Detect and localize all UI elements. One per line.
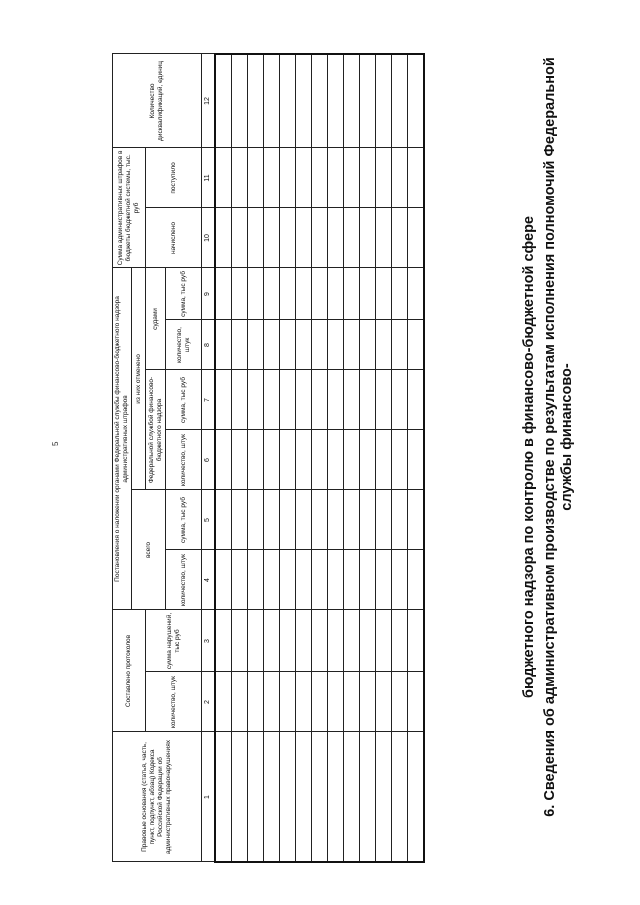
table-row [280, 54, 296, 862]
table-cell[interactable] [280, 208, 296, 268]
table-cell[interactable] [328, 610, 344, 672]
table-cell[interactable] [232, 490, 248, 550]
column-number: 10 [202, 208, 216, 268]
table-cell[interactable] [360, 370, 376, 430]
table-row [408, 54, 425, 862]
table-cell[interactable] [328, 148, 344, 208]
table-cell[interactable] [408, 54, 425, 148]
table-cell[interactable] [312, 732, 328, 862]
table-cell[interactable] [360, 430, 376, 490]
header-of-them-cancelled: из них отменено [132, 268, 146, 490]
column-number: 8 [202, 320, 216, 370]
table-cell[interactable] [360, 54, 376, 148]
table-cell[interactable] [392, 54, 408, 148]
table-cell[interactable] [312, 148, 328, 208]
table-cell[interactable] [408, 320, 425, 370]
table-cell[interactable] [312, 370, 328, 430]
table-cell[interactable] [408, 732, 425, 862]
table-row [264, 54, 280, 862]
table-cell[interactable] [408, 490, 425, 550]
header-fsfbn: Федеральной службой финансово-бюджетного надзора [146, 370, 166, 490]
table-cell[interactable] [215, 732, 232, 862]
table-cell[interactable] [392, 208, 408, 268]
table-cell[interactable] [392, 320, 408, 370]
table-cell[interactable] [280, 610, 296, 672]
table-cell[interactable] [296, 54, 312, 148]
column-number: 11 [202, 148, 216, 208]
table-cell[interactable] [215, 148, 232, 208]
table-cell[interactable] [264, 550, 280, 610]
table-cell[interactable] [312, 490, 328, 550]
column-number: 2 [202, 672, 216, 732]
header-decisions: Постановления о наложении органами Федеральной службы финансово-бюджетного надзора административных штрафов [113, 268, 132, 610]
table-row [328, 54, 344, 862]
table-cell[interactable] [215, 490, 232, 550]
section-title-line-2: бюджетного надзора по контролю в финансово-бюджетной сфере [521, 216, 537, 698]
table-cell[interactable] [360, 148, 376, 208]
table-cell[interactable] [264, 430, 280, 490]
table-cell[interactable] [264, 54, 280, 148]
table-cell[interactable] [344, 610, 360, 672]
column-number: 1 [202, 732, 216, 862]
table-cell[interactable] [344, 320, 360, 370]
table-cell[interactable] [215, 430, 232, 490]
table-body [215, 54, 424, 862]
header-protocols-sum: сумма нарушений, тыс руб [146, 610, 202, 672]
table-cell[interactable] [408, 672, 425, 732]
table-cell[interactable] [392, 148, 408, 208]
column-number: 4 [202, 550, 216, 610]
table-cell[interactable] [312, 208, 328, 268]
table-cell[interactable] [376, 430, 392, 490]
table-cell[interactable] [376, 54, 392, 148]
table-cell[interactable] [360, 268, 376, 320]
table-cell[interactable] [312, 268, 328, 320]
table-cell[interactable] [248, 610, 264, 672]
column-number: 5 [202, 490, 216, 550]
table-cell[interactable] [344, 550, 360, 610]
header-fines: Сумма административных штрафов в бюджеты бюджетной системы, тыс. руб [113, 148, 146, 268]
table-row [248, 54, 264, 862]
table-cell[interactable] [408, 268, 425, 320]
table-cell[interactable] [248, 550, 264, 610]
table-row [376, 54, 392, 862]
header-courts: судами [146, 268, 166, 370]
table-row [296, 54, 312, 862]
table-cell[interactable] [360, 490, 376, 550]
table-cell[interactable] [215, 370, 232, 430]
table-cell[interactable] [376, 490, 392, 550]
page-number: 5 [51, 441, 60, 446]
table-cell[interactable] [344, 672, 360, 732]
table-cell[interactable] [248, 732, 264, 862]
table-cell[interactable] [360, 672, 376, 732]
table-cell[interactable] [296, 430, 312, 490]
header-fsfbn-sum: сумма, тыс руб [166, 370, 202, 430]
table-cell[interactable] [232, 610, 248, 672]
table-cell[interactable] [280, 370, 296, 430]
table-cell[interactable] [328, 268, 344, 320]
table-cell[interactable] [248, 320, 264, 370]
table-cell[interactable] [328, 550, 344, 610]
table-cell[interactable] [312, 320, 328, 370]
table-cell[interactable] [328, 54, 344, 148]
table-cell[interactable] [344, 268, 360, 320]
table-cell[interactable] [296, 610, 312, 672]
table-cell[interactable] [392, 732, 408, 862]
table-cell[interactable] [215, 550, 232, 610]
table-cell[interactable] [248, 208, 264, 268]
table-row [344, 54, 360, 862]
table-cell[interactable] [280, 268, 296, 320]
column-numbers-row [202, 54, 216, 862]
table-cell[interactable] [280, 148, 296, 208]
table-cell[interactable] [232, 320, 248, 370]
table-cell[interactable] [296, 148, 312, 208]
table-cell[interactable] [344, 208, 360, 268]
table-cell[interactable] [376, 268, 392, 320]
table-cell[interactable] [408, 550, 425, 610]
table-cell[interactable] [248, 54, 264, 148]
column-number: 6 [202, 430, 216, 490]
table-cell[interactable] [215, 672, 232, 732]
table-cell[interactable] [344, 370, 360, 430]
table-cell[interactable] [392, 490, 408, 550]
column-number: 7 [202, 370, 216, 430]
table-cell[interactable] [215, 320, 232, 370]
header-fsfbn-qty: количество, штук [166, 430, 202, 490]
table-cell[interactable] [376, 148, 392, 208]
table-cell[interactable] [344, 732, 360, 862]
table-cell[interactable] [296, 490, 312, 550]
table-cell[interactable] [232, 732, 248, 862]
table-cell[interactable] [376, 732, 392, 862]
table-cell[interactable] [312, 430, 328, 490]
table-cell[interactable] [312, 610, 328, 672]
header-received: поступило [146, 148, 202, 208]
table-cell[interactable] [360, 732, 376, 862]
table-cell[interactable] [215, 610, 232, 672]
table-cell[interactable] [232, 148, 248, 208]
table-cell[interactable] [328, 370, 344, 430]
table-cell[interactable] [392, 672, 408, 732]
table-cell[interactable] [215, 208, 232, 268]
table-cell[interactable] [328, 732, 344, 862]
table-cell[interactable] [264, 672, 280, 732]
table-cell[interactable] [408, 610, 425, 672]
table-cell[interactable] [248, 672, 264, 732]
table-cell[interactable] [296, 732, 312, 862]
table-cell[interactable] [232, 370, 248, 430]
table-cell[interactable] [248, 268, 264, 320]
column-number: 12 [202, 54, 216, 148]
table-cell[interactable] [392, 430, 408, 490]
header-total: всего [132, 490, 166, 610]
table-cell[interactable] [376, 610, 392, 672]
header-courts-sum: сумма, тыс руб [166, 268, 202, 320]
table-cell[interactable] [232, 208, 248, 268]
table-cell[interactable] [296, 672, 312, 732]
table-cell[interactable] [360, 610, 376, 672]
header-accrued: начислено [146, 208, 202, 268]
header-total-qty: количество, штук [166, 550, 202, 610]
table-cell[interactable] [264, 320, 280, 370]
header-total-sum: сумма, тыс руб [166, 490, 202, 550]
header-disqualifications: Количество дисквалификаций, единиц [113, 54, 202, 148]
table-cell[interactable] [264, 268, 280, 320]
table-cell[interactable] [408, 430, 425, 490]
header-legal-basis: Правовые основания (статья, часть, пункт, подпункт, абзац) Кодекса Российской Федерации об административных правонарушениях [113, 732, 202, 862]
table-cell[interactable] [264, 490, 280, 550]
table-cell[interactable] [344, 54, 360, 148]
table-cell[interactable] [280, 732, 296, 862]
table-cell[interactable] [296, 370, 312, 430]
table-cell[interactable] [264, 732, 280, 862]
table-cell[interactable] [232, 550, 248, 610]
table-cell[interactable] [215, 268, 232, 320]
table-cell[interactable] [376, 208, 392, 268]
table-cell[interactable] [376, 320, 392, 370]
table-cell[interactable] [232, 672, 248, 732]
table-cell[interactable] [264, 610, 280, 672]
table-cell[interactable] [392, 610, 408, 672]
table-cell[interactable] [360, 320, 376, 370]
table-cell[interactable] [296, 268, 312, 320]
table-cell[interactable] [280, 672, 296, 732]
table-cell[interactable] [344, 430, 360, 490]
table-cell[interactable] [328, 490, 344, 550]
table-cell[interactable] [312, 54, 328, 148]
table-cell[interactable] [328, 320, 344, 370]
table-cell[interactable] [376, 370, 392, 430]
table-cell[interactable] [280, 490, 296, 550]
table-cell[interactable] [376, 550, 392, 610]
table-cell[interactable] [264, 208, 280, 268]
table-cell[interactable] [296, 208, 312, 268]
table-cell[interactable] [248, 370, 264, 430]
table-cell[interactable] [408, 370, 425, 430]
table-cell[interactable] [280, 320, 296, 370]
table-cell[interactable] [360, 550, 376, 610]
table-cell[interactable] [360, 208, 376, 268]
table-cell[interactable] [232, 54, 248, 148]
header-protocols: Составлено протоколов [113, 610, 146, 732]
table-cell[interactable] [296, 320, 312, 370]
table-cell[interactable] [376, 672, 392, 732]
table-cell[interactable] [232, 430, 248, 490]
table-cell[interactable] [392, 550, 408, 610]
table-cell[interactable] [248, 490, 264, 550]
table-row [392, 54, 408, 862]
table-cell[interactable] [312, 672, 328, 732]
table-row [312, 54, 328, 862]
table-row [360, 54, 376, 862]
table-cell[interactable] [392, 370, 408, 430]
table-cell[interactable] [280, 54, 296, 148]
table-cell[interactable] [264, 148, 280, 208]
table-cell[interactable] [344, 490, 360, 550]
table-cell[interactable] [408, 148, 425, 208]
table-cell[interactable] [328, 208, 344, 268]
table-cell[interactable] [232, 268, 248, 320]
table-row [232, 54, 248, 862]
table-cell[interactable] [328, 430, 344, 490]
table-cell[interactable] [280, 430, 296, 490]
table-cell[interactable] [328, 672, 344, 732]
table-cell[interactable] [312, 550, 328, 610]
table-cell[interactable] [392, 268, 408, 320]
table-cell[interactable] [280, 550, 296, 610]
section-title-line-1: 6. Сведения об административном производстве по результатам исполнения полномочий Федеральной службы финансово- [542, 57, 575, 817]
header-courts-qty: количество, штук [166, 320, 202, 370]
table-cell[interactable] [344, 148, 360, 208]
table-cell[interactable] [408, 208, 425, 268]
table-cell[interactable] [248, 148, 264, 208]
column-number: 3 [202, 610, 216, 672]
table-cell[interactable] [248, 430, 264, 490]
table-cell[interactable] [264, 370, 280, 430]
admin-proceedings-table [112, 53, 425, 863]
table-cell[interactable] [296, 550, 312, 610]
table-row [215, 54, 232, 862]
column-number: 9 [202, 268, 216, 320]
table-cell[interactable] [215, 54, 232, 148]
header-protocols-qty: количество, штук [146, 672, 202, 732]
